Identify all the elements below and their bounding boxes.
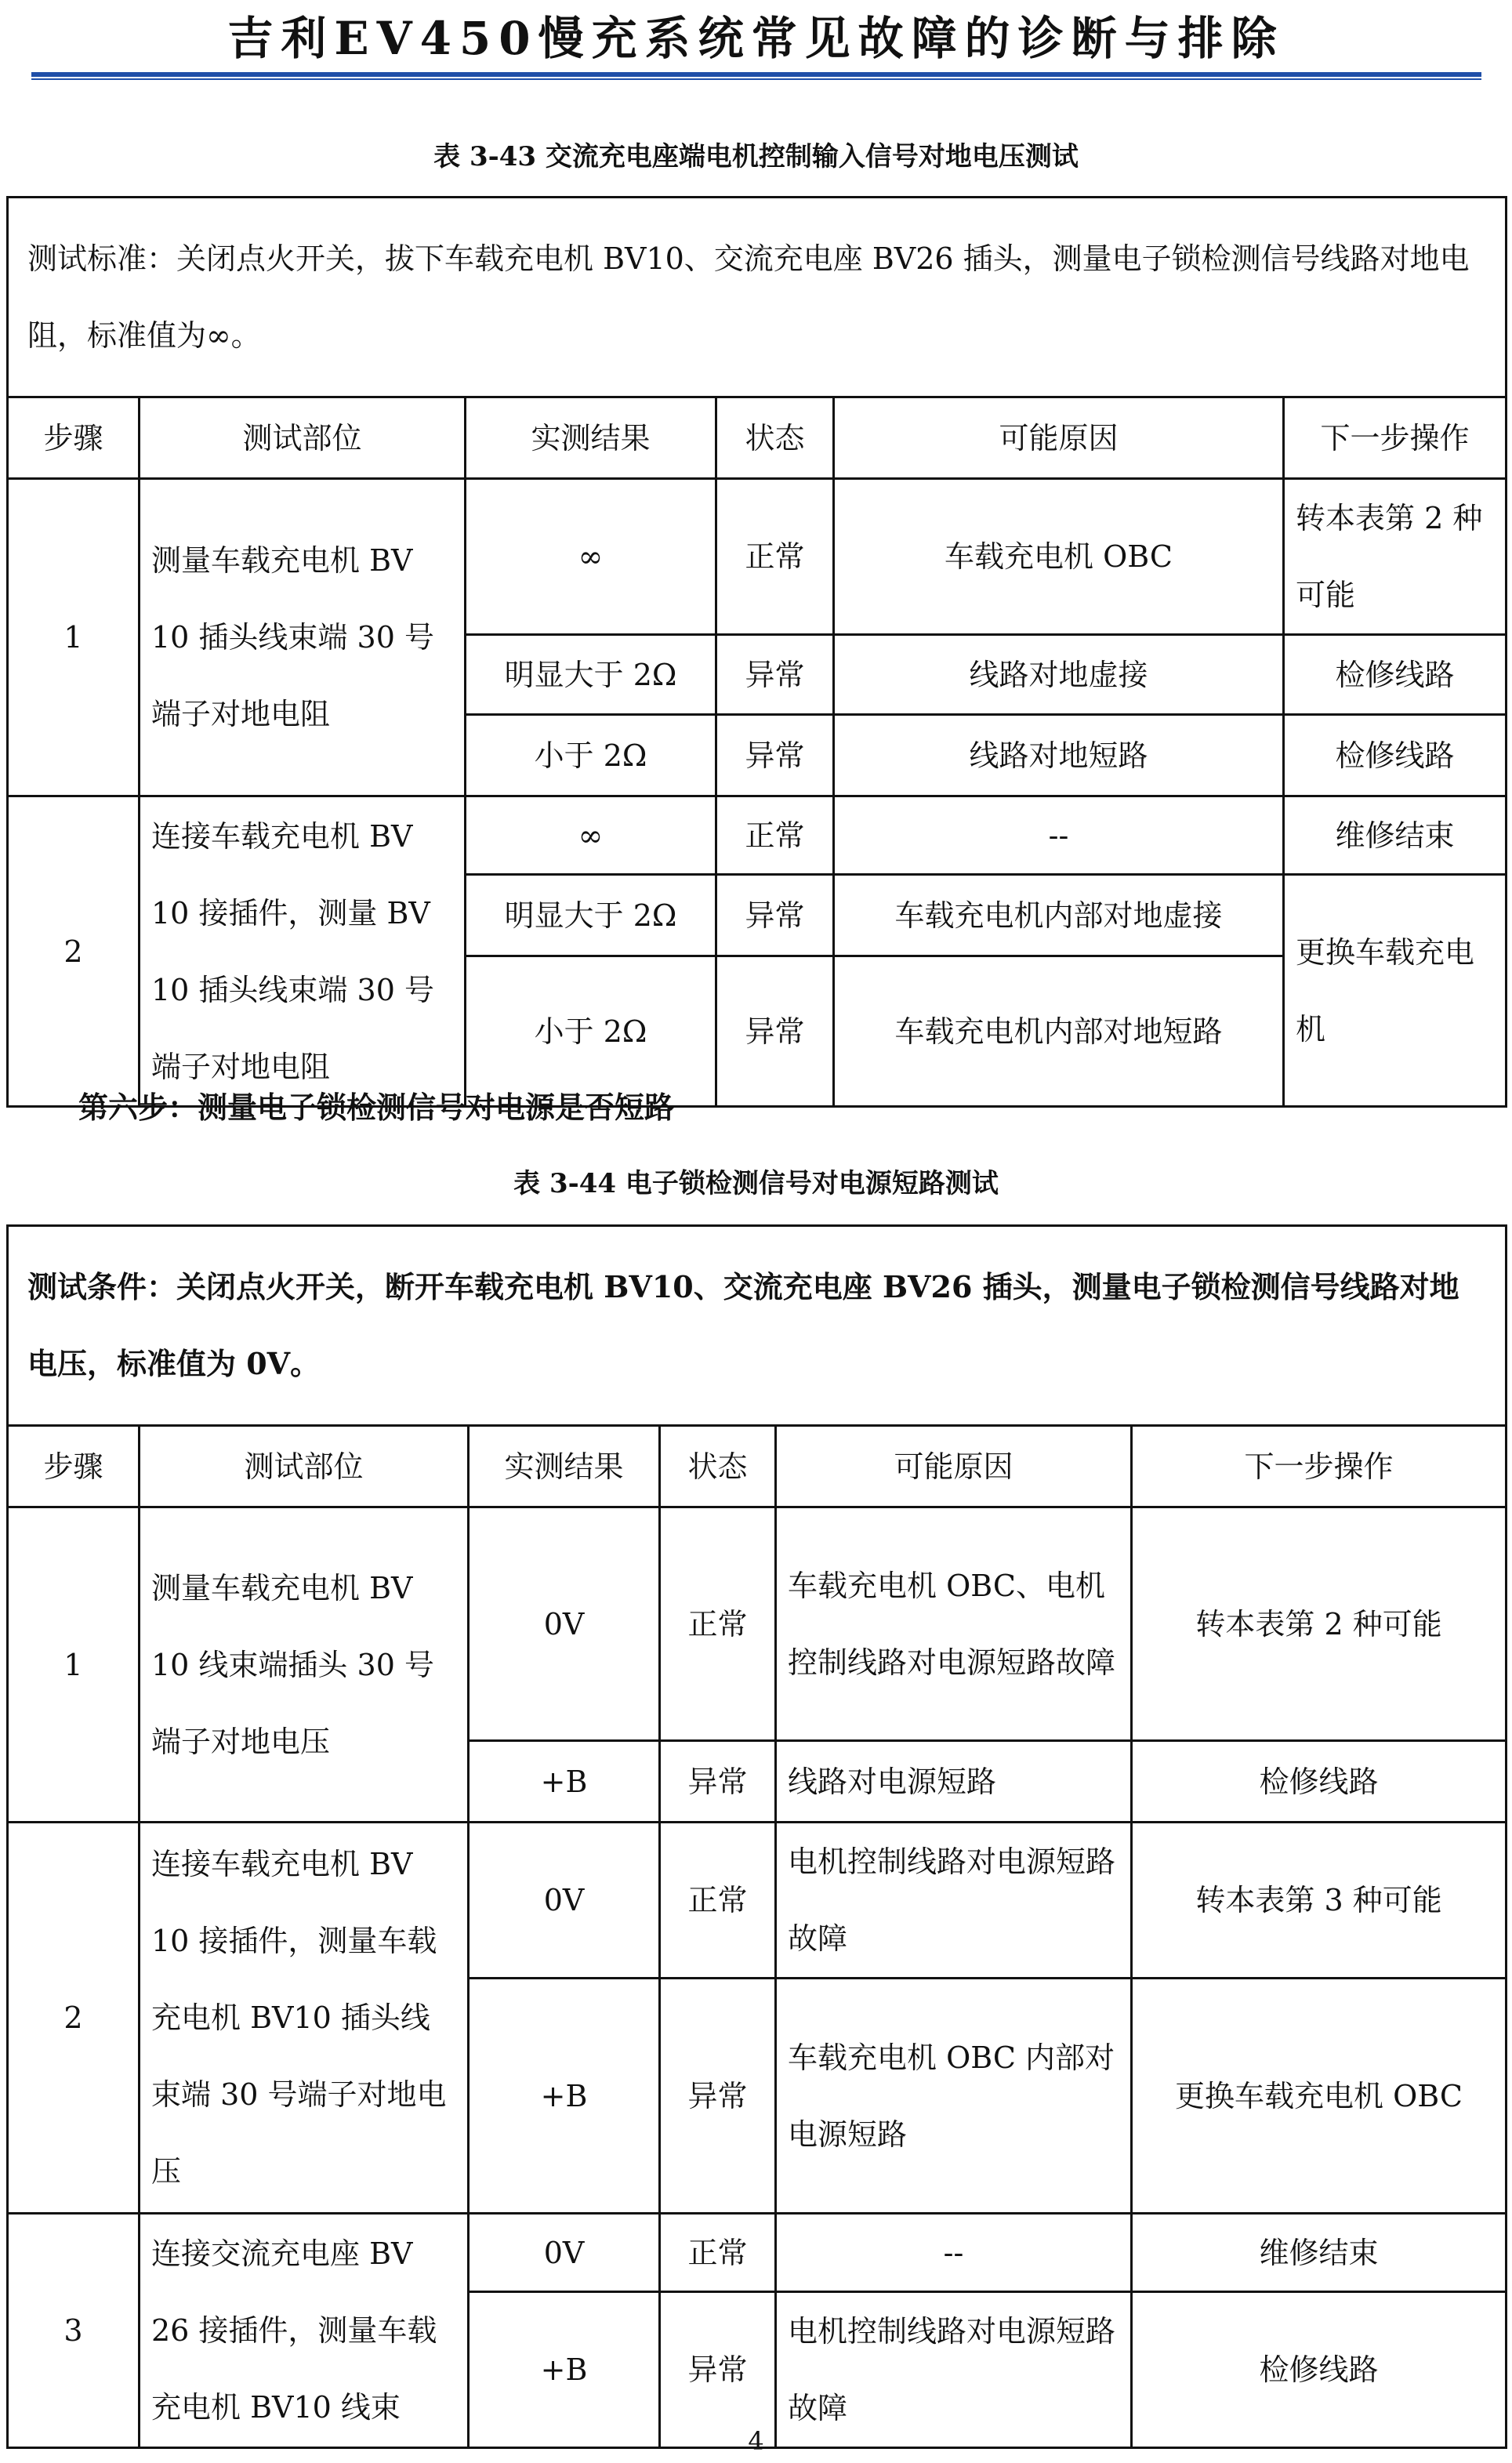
result: 0V [469, 1823, 660, 1979]
col-result: 实测结果 [466, 397, 716, 479]
col-cause: 可能原因 [776, 1426, 1132, 1507]
cause: -- [776, 2214, 1132, 2292]
page-number: 4 [748, 2426, 764, 2456]
status: 正常 [716, 796, 834, 875]
next-step: 检修线路 [1132, 2292, 1507, 2448]
test-part: 连接交流充电座 BV 26 接插件，测量车载充电机 BV10 线束 [140, 2214, 469, 2448]
col-part: 测试部位 [140, 397, 466, 479]
cause: 电机控制线路对电源短路故障 [776, 2292, 1132, 2448]
cause: 线路对地短路 [834, 715, 1284, 796]
cause: 车载充电机内部对地虚接 [834, 875, 1284, 956]
next-step: 检修线路 [1132, 1741, 1507, 1823]
col-result: 实测结果 [469, 1426, 660, 1507]
next-step: 更换车载充电机 OBC [1132, 1979, 1507, 2214]
col-next: 下一步操作 [1132, 1426, 1507, 1507]
next-step: 维修结束 [1132, 2214, 1507, 2292]
test-part: 连接车载充电机 BV 10 接插件，测量 BV 10 插头线束端 30 号端子对地电阻 [140, 796, 466, 1107]
cause: 线路对电源短路 [776, 1741, 1132, 1823]
step-number: 2 [8, 1823, 140, 2214]
step-number: 1 [8, 479, 140, 796]
step-number: 2 [8, 796, 140, 1107]
header-rule-thin [31, 78, 1481, 80]
table-44 [6, 1224, 1507, 2449]
next-step: 转本表第 2 种可能 [1284, 479, 1507, 635]
status: 正常 [660, 2214, 776, 2292]
col-cause: 可能原因 [834, 397, 1284, 479]
table-row [8, 796, 1507, 875]
result: +B [469, 1741, 660, 1823]
result: ∞ [466, 479, 716, 635]
step-six-heading: 第六步：测量电子锁检测信号对电源是否短路 [78, 1090, 675, 1125]
status: 异常 [716, 715, 834, 796]
result: +B [469, 1979, 660, 2214]
cause: 车载充电机内部对地短路 [834, 956, 1284, 1107]
cause: 车载充电机 OBC 内部对电源短路 [776, 1979, 1132, 2214]
cause: 线路对地虚接 [834, 635, 1284, 715]
status: 异常 [716, 635, 834, 715]
next-step: 检修线路 [1284, 635, 1507, 715]
status: 正常 [716, 479, 834, 635]
test-part: 测量车载充电机 BV 10 线束端插头 30 号端子对地电压 [140, 1507, 469, 1823]
cause: 车载充电机 OBC、电机控制线路对电源短路故障 [776, 1507, 1132, 1741]
page-header [0, 0, 1512, 82]
result: 明显大于 2Ω [466, 875, 716, 956]
status: 异常 [660, 2292, 776, 2448]
next-step: 转本表第 3 种可能 [1132, 1823, 1507, 1979]
status: 正常 [660, 1507, 776, 1741]
table-43-condition: 测试标准：关闭点火开关，拔下车载充电机 BV10、交流充电座 BV26 插头，测量电子锁检测信号线路对地电阻，标准值为∞。 [8, 198, 1507, 397]
header-rule [31, 72, 1481, 77]
result: 0V [469, 1507, 660, 1741]
cause: 车载充电机 OBC [834, 479, 1284, 635]
col-status: 状态 [660, 1426, 776, 1507]
result: 小于 2Ω [466, 715, 716, 796]
table-43-caption: 表 3-43 交流充电座端电机控制输入信号对地电压测试 [433, 141, 1079, 172]
header-title: 吉利EV450慢充系统常见故障的诊断与排除 [227, 12, 1285, 65]
col-step: 步骤 [8, 397, 140, 479]
cause: -- [834, 796, 1284, 875]
table-row [8, 1507, 1507, 1741]
table-43-header-row [8, 397, 1507, 479]
result: 明显大于 2Ω [466, 635, 716, 715]
col-status: 状态 [716, 397, 834, 479]
status: 异常 [716, 956, 834, 1107]
result: ∞ [466, 796, 716, 875]
table-row [8, 1823, 1507, 1979]
test-part: 连接车载充电机 BV 10 接插件，测量车载充电机 BV10 插头线束端 30 号端子对地电压 [140, 1823, 469, 2214]
status: 异常 [660, 1979, 776, 2214]
status: 正常 [660, 1823, 776, 1979]
col-part: 测试部位 [140, 1426, 469, 1507]
table-43 [6, 196, 1507, 1108]
table-44-header-row [8, 1426, 1507, 1507]
next-step: 转本表第 2 种可能 [1132, 1507, 1507, 1741]
col-next: 下一步操作 [1284, 397, 1507, 479]
test-part: 测量车载充电机 BV 10 插头线束端 30 号端子对地电阻 [140, 479, 466, 796]
result: 0V [469, 2214, 660, 2292]
result: 小于 2Ω [466, 956, 716, 1107]
col-step: 步骤 [8, 1426, 140, 1507]
table-row [8, 479, 1507, 635]
next-step: 更换车载充电机 [1284, 875, 1507, 1107]
next-step: 检修线路 [1284, 715, 1507, 796]
cause: 电机控制线路对电源短路故障 [776, 1823, 1132, 1979]
table-row [8, 2214, 1507, 2292]
next-step: 维修结束 [1284, 796, 1507, 875]
result: +B [469, 2292, 660, 2448]
step-number: 1 [8, 1507, 140, 1823]
table-44-condition: 测试条件：关闭点火开关，断开车载充电机 BV10、交流充电座 BV26 插头，测量电子锁检测信号线路对地电压，标准值为 0V。 [8, 1226, 1507, 1426]
status: 异常 [660, 1741, 776, 1823]
step-number: 3 [8, 2214, 140, 2448]
table-44-caption: 表 3-44 电子锁检测信号对电源短路测试 [513, 1168, 999, 1199]
status: 异常 [716, 875, 834, 956]
